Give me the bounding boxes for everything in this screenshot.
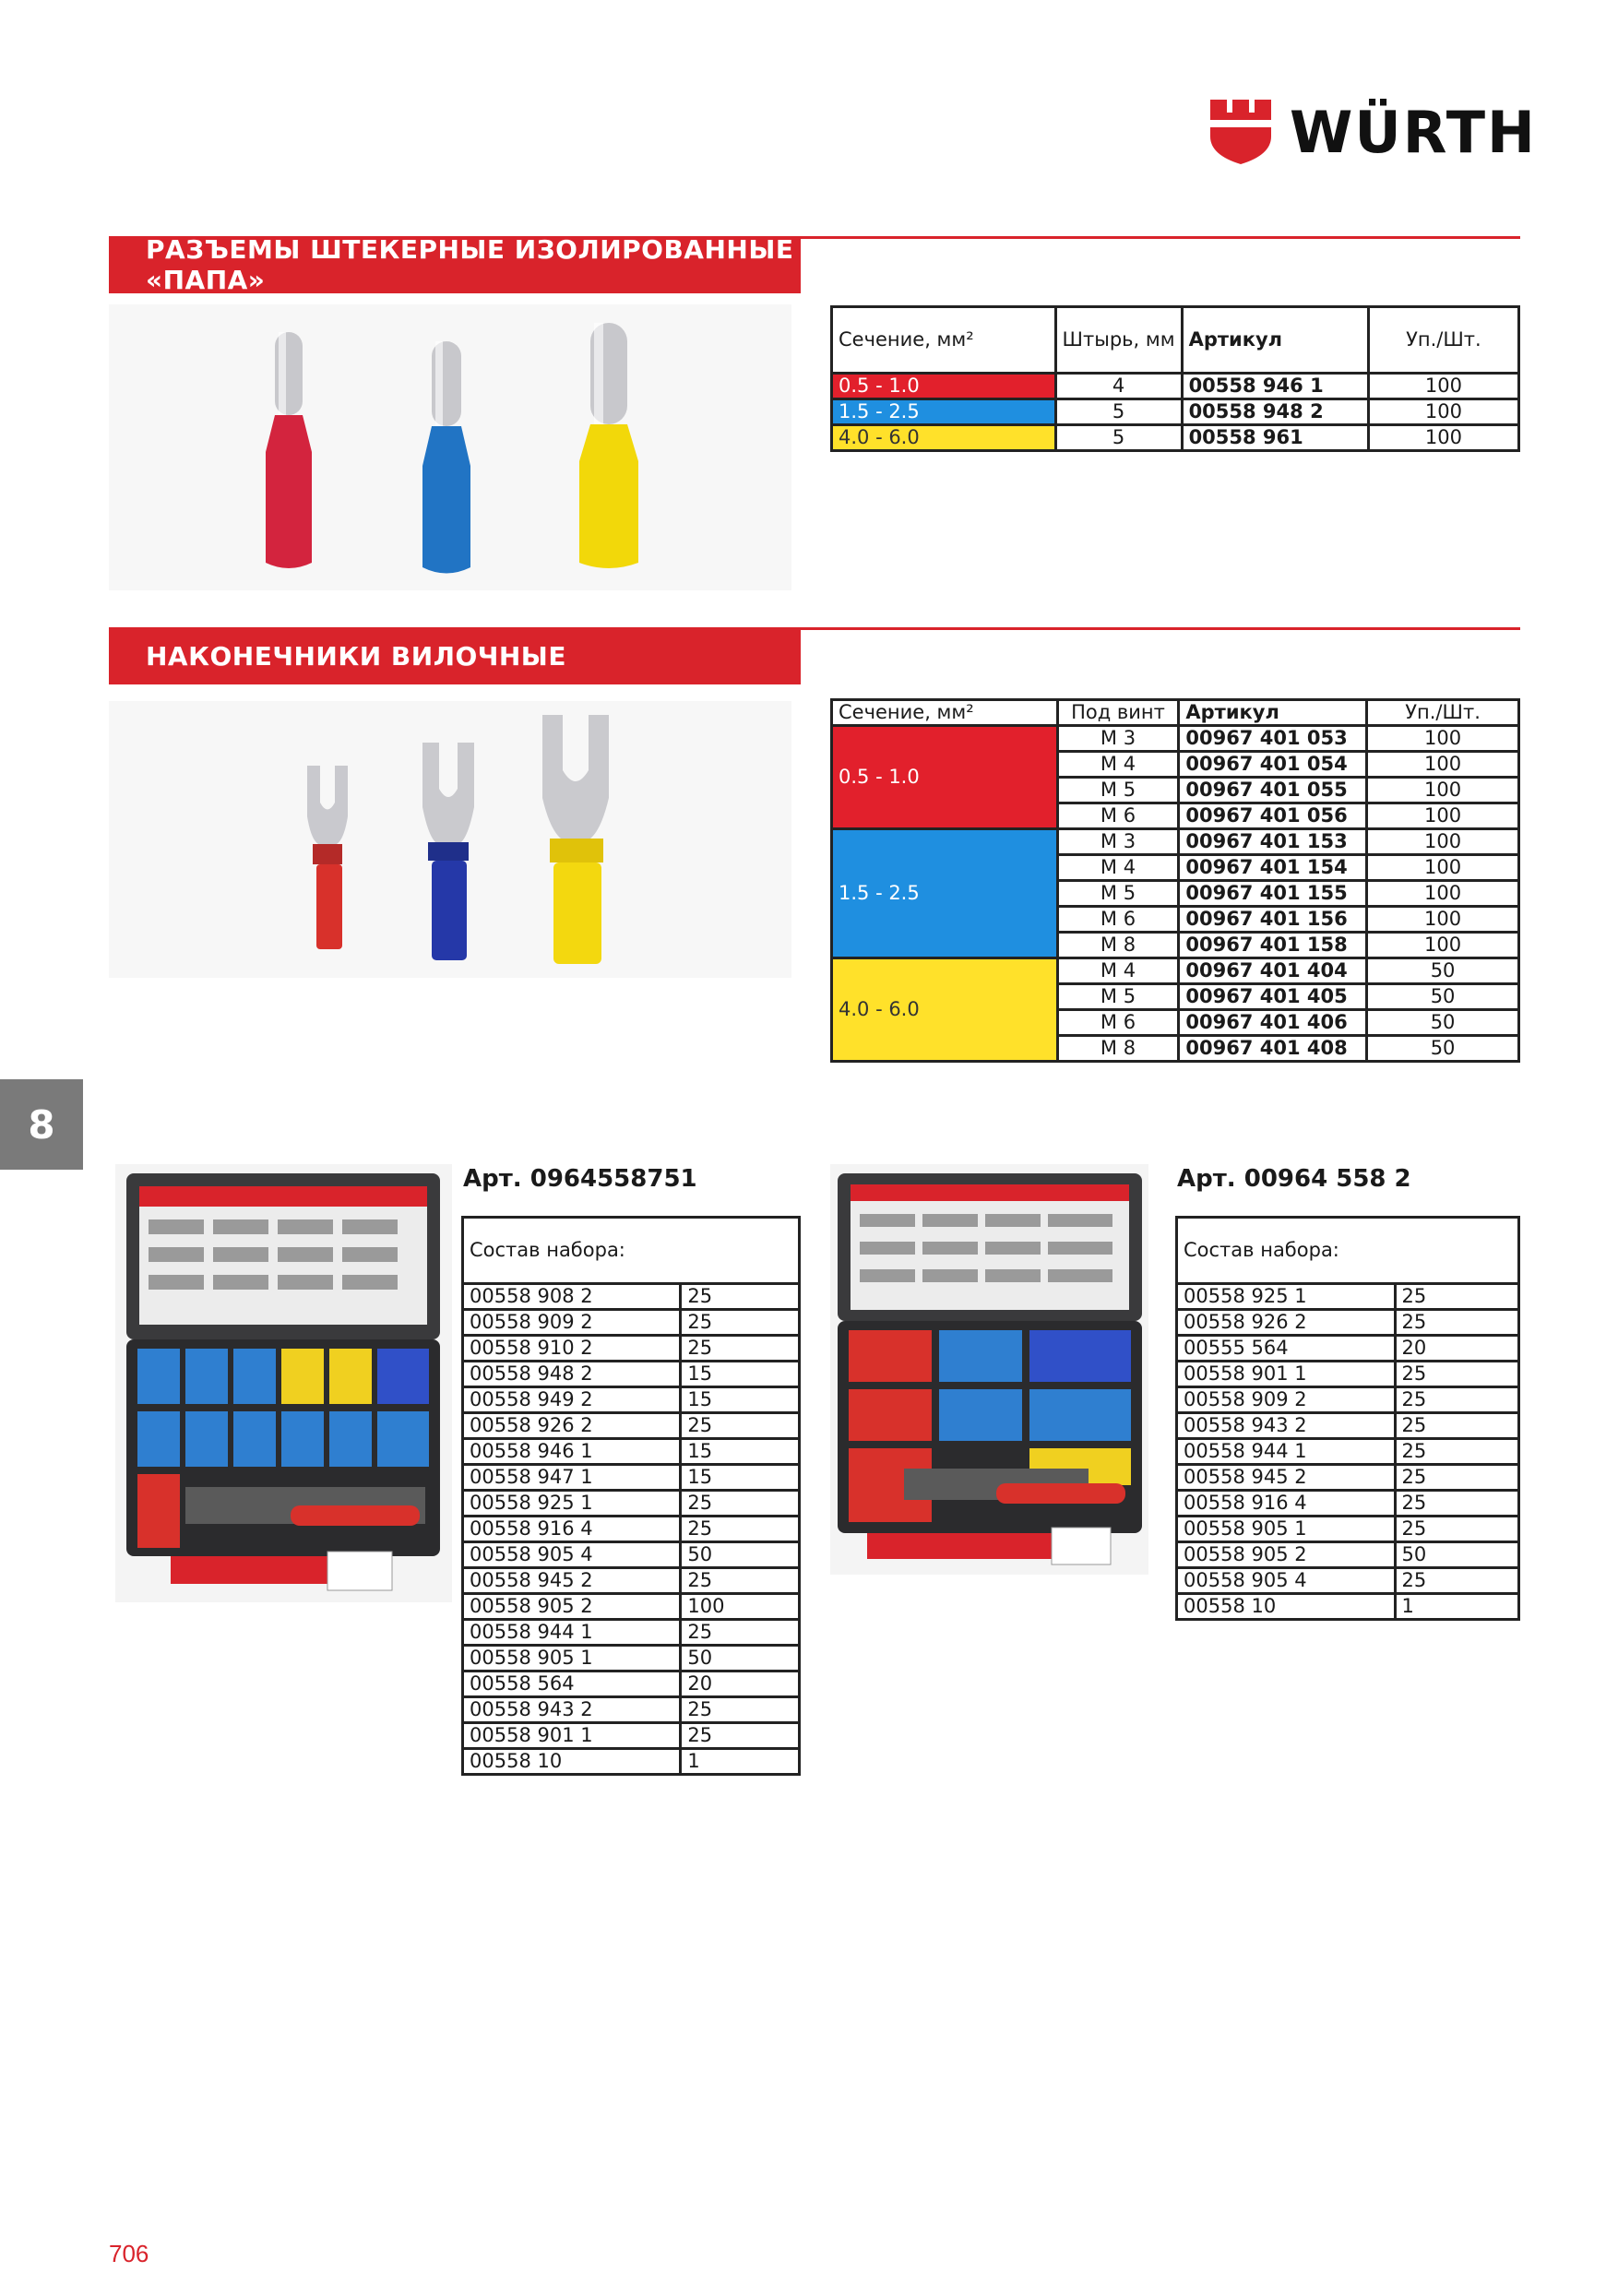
cell-qty: 100 — [1367, 778, 1519, 803]
table-row — [463, 1671, 800, 1697]
cell-article: 00558 943 2 — [463, 1697, 681, 1723]
cell-article: 00558 944 1 — [1177, 1439, 1396, 1465]
cell-section: 4.0 - 6.0 — [832, 958, 1058, 1062]
table-row — [1177, 1594, 1519, 1620]
table-row — [463, 1387, 800, 1413]
table-row — [1177, 1310, 1519, 1336]
cell-article: 00558 961 — [1182, 425, 1368, 451]
cell-qty: 100 — [1367, 933, 1519, 958]
cell-qty: 25 — [1395, 1284, 1518, 1310]
cell-qty: 25 — [681, 1413, 800, 1439]
cell-qty: 25 — [1395, 1568, 1518, 1594]
cell-article: 00967 401 055 — [1179, 778, 1367, 803]
cell-qty: 25 — [681, 1310, 800, 1336]
kit2-contents-table — [1175, 1216, 1520, 1621]
col-header-article: Артикул — [1179, 700, 1367, 726]
col-header-qty: Уп./Шт. — [1367, 700, 1519, 726]
cell-article: 00558 916 4 — [463, 1517, 681, 1542]
col-header-qty: Уп./Шт. — [1368, 307, 1518, 374]
table-row — [463, 1284, 800, 1310]
fork-terminals-spec-table — [830, 698, 1520, 1063]
cell-article: 00558 909 2 — [1177, 1387, 1396, 1413]
cell-article: 00558 10 — [463, 1749, 681, 1775]
cell-screw: M 8 — [1057, 933, 1179, 958]
connectors-spec-table — [830, 305, 1520, 452]
cell-screw: M 8 — [1057, 1036, 1179, 1062]
kit1-article: Арт. 0964558751 — [463, 1165, 697, 1193]
cell-screw: M 4 — [1057, 752, 1179, 778]
product-photo-connectors — [109, 304, 791, 590]
cell-article: 00558 925 1 — [1177, 1284, 1396, 1310]
cell-article: 00558 926 2 — [1177, 1310, 1396, 1336]
cell-article: 00558 910 2 — [463, 1336, 681, 1362]
cell-section: 1.5 - 2.5 — [832, 829, 1058, 958]
cell-qty: 100 — [1368, 399, 1518, 425]
cell-article: 00967 401 158 — [1179, 933, 1367, 958]
table-row — [463, 1491, 800, 1517]
cell-article: 00558 949 2 — [463, 1387, 681, 1413]
cell-article: 00558 905 4 — [463, 1542, 681, 1568]
section-title: РАЗЪЕМЫ ШТЕКЕРНЫЕ ИЗОЛИРОВАННЫЕ «ПАПА» — [109, 236, 801, 293]
table-row — [832, 425, 1519, 451]
table-row — [832, 399, 1519, 425]
page-number: 706 — [109, 2240, 149, 2267]
kit1-header: Состав набора: — [463, 1218, 800, 1284]
table-row — [463, 1723, 800, 1749]
cell-qty: 100 — [1367, 881, 1519, 907]
cell-section: 0.5 - 1.0 — [832, 726, 1058, 829]
kit2-header: Состав набора: — [1177, 1218, 1519, 1284]
cell-qty: 25 — [681, 1336, 800, 1362]
cell-qty: 25 — [681, 1517, 800, 1542]
cell-article: 00558 901 1 — [463, 1723, 681, 1749]
table-row — [1177, 1362, 1519, 1387]
cell-article: 00558 925 1 — [463, 1491, 681, 1517]
cell-article: 00967 401 053 — [1179, 726, 1367, 752]
cell-qty: 25 — [681, 1697, 800, 1723]
cell-qty: 100 — [1368, 374, 1518, 399]
table-row — [1177, 1491, 1519, 1517]
cell-qty: 50 — [1367, 984, 1519, 1010]
cell-article: 00555 564 — [1177, 1336, 1396, 1362]
cell-qty: 25 — [1395, 1387, 1518, 1413]
kit-case-photo — [115, 1164, 452, 1602]
cell-article: 00558 905 2 — [463, 1594, 681, 1620]
cell-pin: 5 — [1055, 399, 1182, 425]
cell-qty: 100 — [1367, 803, 1519, 829]
table-row — [832, 726, 1519, 752]
table-row — [463, 1517, 800, 1542]
cell-article: 00558 909 2 — [463, 1310, 681, 1336]
table-row — [1177, 1517, 1519, 1542]
cell-screw: M 6 — [1057, 1010, 1179, 1036]
table-row — [463, 1749, 800, 1775]
table-row — [463, 1646, 800, 1671]
table-row — [463, 1336, 800, 1362]
table-row — [463, 1594, 800, 1620]
cell-qty: 100 — [1367, 855, 1519, 881]
cell-article: 00558 905 2 — [1177, 1542, 1396, 1568]
table-row — [1177, 1465, 1519, 1491]
cell-article: 00967 401 156 — [1179, 907, 1367, 933]
cell-article: 00967 401 155 — [1179, 881, 1367, 907]
cell-screw: M 6 — [1057, 907, 1179, 933]
cell-qty: 25 — [1395, 1491, 1518, 1517]
cell-article: 00967 401 056 — [1179, 803, 1367, 829]
cell-screw: M 5 — [1057, 778, 1179, 803]
cell-article: 00558 916 4 — [1177, 1491, 1396, 1517]
cell-section: 4.0 - 6.0 — [832, 425, 1056, 451]
cell-qty: 15 — [681, 1387, 800, 1413]
cell-article: 00558 901 1 — [1177, 1362, 1396, 1387]
cell-article: 00558 946 1 — [1182, 374, 1368, 399]
cell-screw: M 5 — [1057, 984, 1179, 1010]
table-row — [832, 374, 1519, 399]
cell-article: 00967 401 408 — [1179, 1036, 1367, 1062]
cell-article: 00558 945 2 — [1177, 1465, 1396, 1491]
cell-qty: 25 — [681, 1620, 800, 1646]
table-row — [463, 1568, 800, 1594]
cell-article: 00558 564 — [463, 1671, 681, 1697]
cell-article: 00558 908 2 — [463, 1284, 681, 1310]
cell-qty: 100 — [1367, 829, 1519, 855]
table-row — [1177, 1413, 1519, 1439]
cell-qty: 15 — [681, 1362, 800, 1387]
cell-qty: 100 — [1367, 907, 1519, 933]
table-row — [463, 1542, 800, 1568]
col-header-screw: Под винт — [1057, 700, 1179, 726]
cell-article: 00967 401 054 — [1179, 752, 1367, 778]
cell-article: 00967 401 153 — [1179, 829, 1367, 855]
table-row — [1177, 1336, 1519, 1362]
cell-screw: M 6 — [1057, 803, 1179, 829]
table-row — [463, 1310, 800, 1336]
cell-qty: 25 — [681, 1284, 800, 1310]
cell-screw: M 4 — [1057, 855, 1179, 881]
cell-qty: 1 — [1395, 1594, 1518, 1620]
cell-qty: 50 — [1395, 1542, 1518, 1568]
cell-qty: 25 — [1395, 1465, 1518, 1491]
cell-article: 00558 905 1 — [463, 1646, 681, 1671]
table-row — [463, 1413, 800, 1439]
cell-qty: 100 — [1367, 752, 1519, 778]
cell-qty: 25 — [681, 1491, 800, 1517]
cell-screw: M 4 — [1057, 958, 1179, 984]
table-row — [832, 958, 1519, 984]
col-header-pin: Штырь, мм — [1055, 307, 1182, 374]
table-row — [1177, 1542, 1519, 1568]
section-divider — [801, 236, 1520, 239]
cell-screw: M 5 — [1057, 881, 1179, 907]
kit1-contents-table — [461, 1216, 801, 1776]
cell-qty: 20 — [1395, 1336, 1518, 1362]
cell-article: 00967 401 405 — [1179, 984, 1367, 1010]
cell-article: 00558 945 2 — [463, 1568, 681, 1594]
chapter-tab: 8 — [0, 1079, 83, 1170]
cell-article: 00558 905 1 — [1177, 1517, 1396, 1542]
col-header-section: Сечение, мм² — [832, 307, 1056, 374]
cell-screw: M 3 — [1057, 726, 1179, 752]
cell-article: 00558 926 2 — [463, 1413, 681, 1439]
cell-section: 1.5 - 2.5 — [832, 399, 1056, 425]
table-row — [1177, 1439, 1519, 1465]
cell-qty: 15 — [681, 1439, 800, 1465]
cell-qty: 25 — [1395, 1517, 1518, 1542]
cell-qty: 50 — [681, 1646, 800, 1671]
cell-qty: 50 — [1367, 1036, 1519, 1062]
table-row — [463, 1362, 800, 1387]
cell-qty: 50 — [1367, 958, 1519, 984]
cell-qty: 25 — [681, 1568, 800, 1594]
cell-qty: 100 — [681, 1594, 800, 1620]
cell-qty: 100 — [1368, 425, 1518, 451]
cell-article: 00558 948 2 — [1182, 399, 1368, 425]
table-row — [463, 1465, 800, 1491]
cell-qty: 25 — [1395, 1413, 1518, 1439]
col-header-section: Сечение, мм² — [832, 700, 1058, 726]
cell-qty: 15 — [681, 1465, 800, 1491]
cell-qty: 50 — [1367, 1010, 1519, 1036]
table-row — [1177, 1387, 1519, 1413]
cell-article: 00967 401 404 — [1179, 958, 1367, 984]
table-row — [463, 1697, 800, 1723]
cell-article: 00558 948 2 — [463, 1362, 681, 1387]
cell-qty: 20 — [681, 1671, 800, 1697]
cell-qty: 25 — [1395, 1310, 1518, 1336]
cell-article: 00558 947 1 — [463, 1465, 681, 1491]
cell-article: 00967 401 154 — [1179, 855, 1367, 881]
cell-article: 00967 401 406 — [1179, 1010, 1367, 1036]
table-row — [463, 1439, 800, 1465]
cell-qty: 25 — [681, 1723, 800, 1749]
cell-qty: 25 — [1395, 1362, 1518, 1387]
cell-article: 00558 10 — [1177, 1594, 1396, 1620]
kit2-article: Арт. 00964 558 2 — [1177, 1165, 1411, 1193]
cell-screw: M 3 — [1057, 829, 1179, 855]
table-row — [1177, 1284, 1519, 1310]
cell-qty: 50 — [681, 1542, 800, 1568]
kit-case-photo — [830, 1164, 1148, 1575]
section-title: НАКОНЕЧНИКИ ВИЛОЧНЫЕ — [109, 627, 801, 684]
section-divider — [801, 627, 1520, 630]
cell-qty: 25 — [1395, 1439, 1518, 1465]
cell-article: 00558 944 1 — [463, 1620, 681, 1646]
cell-article: 00558 946 1 — [463, 1439, 681, 1465]
cell-qty: 100 — [1367, 726, 1519, 752]
col-header-article: Артикул — [1182, 307, 1368, 374]
cell-article: 00558 905 4 — [1177, 1568, 1396, 1594]
table-row — [832, 829, 1519, 855]
cell-qty: 1 — [681, 1749, 800, 1775]
wurth-logo-icon — [1210, 100, 1271, 164]
cell-article: 00558 943 2 — [1177, 1413, 1396, 1439]
product-photo-fork-terminals — [109, 701, 791, 978]
brand-name: WÜRTH — [1290, 99, 1537, 166]
table-row — [463, 1620, 800, 1646]
cell-pin: 4 — [1055, 374, 1182, 399]
table-row — [1177, 1568, 1519, 1594]
cell-pin: 5 — [1055, 425, 1182, 451]
cell-section: 0.5 - 1.0 — [832, 374, 1056, 399]
